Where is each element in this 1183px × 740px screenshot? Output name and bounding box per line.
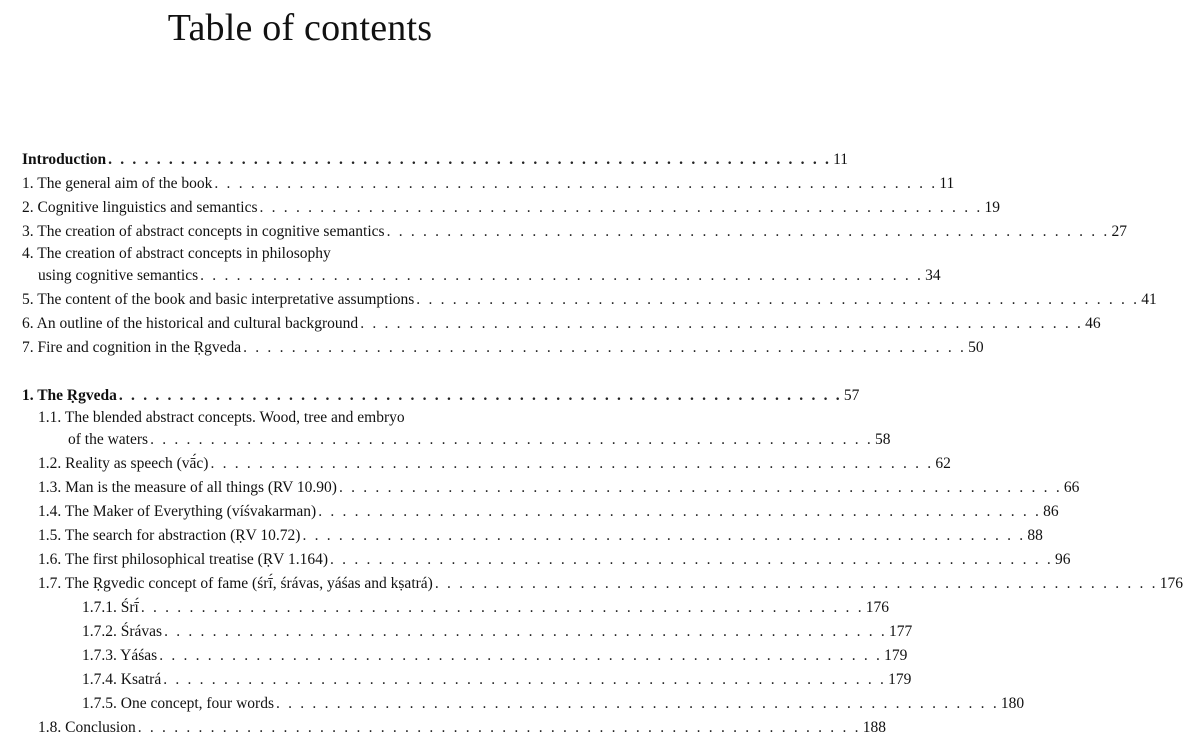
toc-entry-label: 1.7.4. Ksatrá [82, 671, 162, 688]
table-of-contents [22, 148, 1183, 740]
toc-page-number: 62 [935, 455, 951, 472]
dot-leader: . . . . . . . . . . . . . . . . . . . . . . . . . . . . . . . . . . . . . . . . . . . . . . . . . . . . . . . . . . . . [137, 719, 861, 736]
toc-entry-search-abstraction[interactable] [22, 524, 1043, 548]
toc-entry-label: 6. An outline of the historical and cultural background [22, 315, 359, 332]
toc-entry-label: 1.7. The Ṛgvedic concept of fame (śrī́, śrávas, yáśas and kṣatrá) [38, 575, 433, 592]
toc-entry-sravas[interactable] [22, 620, 913, 644]
toc-entry-label: 5. The content of the book and basic interpretative assumptions [22, 291, 415, 308]
toc-entry-sri[interactable] [22, 596, 890, 620]
toc-page-number: 11 [833, 151, 848, 168]
toc-entry-fire-cognition[interactable] [22, 336, 984, 360]
toc-page-number: 86 [1043, 503, 1059, 520]
dot-leader: . . . . . . . . . . . . . . . . . . . . . . . . . . . . . . . . . . . . . . . . . . . . . . . . . . . . . . . . . . . . [108, 151, 832, 168]
dot-leader: . . . . . . . . . . . . . . . . . . . . . . . . . . . . . . . . . . . . . . . . . . . . . . . . . . . . . . . . . . . . [416, 291, 1140, 308]
toc-page-number: 41 [1141, 291, 1157, 308]
toc-page-number: 180 [1000, 695, 1025, 712]
dot-leader: . . . . . . . . . . . . . . . . . . . . . . . . . . . . . . . . . . . . . . . . . . . . . . . . . . . . . . . . . . . . [243, 339, 967, 356]
toc-entry-ksatra[interactable] [22, 668, 912, 692]
toc-entry-reality-as-speech[interactable] [22, 452, 951, 476]
toc-page-number: 66 [1063, 479, 1080, 496]
toc-entry-general-aim[interactable] [22, 172, 955, 196]
toc-entry-label: 1.5. The search for abstraction (ṚV 10.72) [38, 527, 301, 544]
toc-entry-blended-concepts[interactable] [22, 408, 552, 428]
dot-leader: . . . . . . . . . . . . . . . . . . . . . . . . . . . . . . . . . . . . . . . . . . . . . . . . . . . . . . . . . . . . [210, 455, 934, 472]
dot-leader: . . . . . . . . . . . . . . . . . . . . . . . . . . . . . . . . . . . . . . . . . . . . . . . . . . . . . . . . . . . . [118, 387, 842, 404]
dot-leader: . . . . . . . . . . . . . . . . . . . . . . . . . . . . . . . . . . . . . . . . . . . . . . . . . . . . . . . . . . . . [275, 695, 999, 712]
toc-page-number: 34 [925, 267, 941, 284]
toc-entry-label: 1.7.1. Śrī́ [82, 599, 139, 616]
dot-leader: . . . . . . . . . . . . . . . . . . . . . . . . . . . . . . . . . . . . . . . . . . . . . . . . . . . . . . . . . . . . [140, 599, 864, 616]
toc-page-number: 57 [843, 387, 860, 404]
toc-entry-label: 1.7.5. One concept, four words [82, 695, 274, 712]
toc-entry-rgveda-chapter[interactable] [22, 384, 860, 408]
toc-entry-abstract-cognitive[interactable] [22, 220, 1127, 244]
dot-leader: . . . . . . . . . . . . . . . . . . . . . . . . . . . . . . . . . . . . . . . . . . . . . . . . . . . . . . . . . . . . [159, 647, 883, 664]
dot-leader: . . . . . . . . . . . . . . . . . . . . . . . . . . . . . . . . . . . . . . . . . . . . . . . . . . . . . . . . . . . . [318, 503, 1042, 520]
toc-entry-one-concept[interactable] [22, 692, 1025, 716]
toc-page-number: 179 [884, 647, 908, 664]
toc-entry-abstract-philosophy-cont[interactable] [22, 264, 941, 288]
dot-leader: . . . . . . . . . . . . . . . . . . . . . . . . . . . . . . . . . . . . . . . . . . . . . . . . . . . . . . . . . . . . [330, 551, 1053, 568]
toc-entry-abstract-philosophy[interactable] [22, 244, 552, 264]
toc-entry-man-measure[interactable] [22, 476, 1080, 500]
toc-page-number: 50 [968, 339, 984, 356]
toc-page-number: 176 [865, 599, 890, 616]
dot-leader: . . . . . . . . . . . . . . . . . . . . . . . . . . . . . . . . . . . . . . . . . . . . . . . . . . . . . . . . . . . . [214, 175, 938, 192]
toc-entry-first-treatise[interactable] [22, 548, 1071, 572]
toc-page-number: 96 [1054, 551, 1071, 568]
toc-entry-yasas[interactable] [22, 644, 908, 668]
dot-leader: . . . . . . . . . . . . . . . . . . . . . . . . . . . . . . . . . . . . . . . . . . . . . . . . . . . . . . . . . . . . [150, 431, 873, 448]
dot-leader: . . . . . . . . . . . . . . . . . . . . . . . . . . . . . . . . . . . . . . . . . . . . . . . . . . . . . . . . . . . . [259, 199, 983, 216]
toc-entry-cognitive-linguistics[interactable] [22, 196, 1000, 220]
toc-entry-label: 1.8. Conclusion [38, 719, 136, 736]
toc-entry-maker-of-everything[interactable] [22, 500, 1059, 524]
toc-entry-introduction[interactable] [22, 148, 848, 172]
toc-page-number: 179 [888, 671, 912, 688]
dot-leader: . . . . . . . . . . . . . . . . . . . . . . . . . . . . . . . . . . . . . . . . . . . . . . . . . . . . . . . . . . . . [386, 223, 1110, 240]
toc-entry-label: 1.4. The Maker of Everything (víśvakarman) [38, 503, 317, 520]
dot-leader: . . . . . . . . . . . . . . . . . . . . . . . . . . . . . . . . . . . . . . . . . . . . . . . . . . . . . . . . . . . . [164, 623, 888, 640]
toc-entry-label: 1. The general aim of the book [22, 175, 213, 192]
dot-leader: . . . . . . . . . . . . . . . . . . . . . . . . . . . . . . . . . . . . . . . . . . . . . . . . . . . . . . . . . . . . [302, 527, 1026, 544]
toc-page-number: 11 [939, 175, 955, 192]
dot-leader: . . . . . . . . . . . . . . . . . . . . . . . . . . . . . . . . . . . . . . . . . . . . . . . . . . . . . . . . . . . . [338, 479, 1062, 496]
toc-entry-label: 2. Cognitive linguistics and semantics [22, 199, 258, 216]
toc-page-number: 177 [889, 623, 913, 640]
toc-entry-label: 1.7.3. Yáśas [82, 647, 158, 664]
toc-page-number: 58 [875, 431, 891, 448]
page-title: Table of contents [167, 7, 433, 49]
toc-page-number: 176 [1159, 575, 1183, 592]
toc-entry-conclusion[interactable] [22, 716, 886, 740]
toc-page-number: 27 [1111, 223, 1127, 240]
toc-entry-label: Introduction [22, 151, 107, 168]
toc-entry-content-of-book[interactable] [22, 288, 1157, 312]
toc-entry-label: 4. The creation of abstract concepts in philosophy [22, 245, 331, 262]
toc-page-number: 188 [862, 719, 886, 736]
toc-entry-label-continued: of the waters [68, 431, 149, 448]
toc-entry-label-continued: using cognitive semantics [38, 267, 199, 284]
dot-leader: . . . . . . . . . . . . . . . . . . . . . . . . . . . . . . . . . . . . . . . . . . . . . . . . . . . . . . . . . . . . [360, 315, 1084, 332]
toc-entry-label: 1.1. The blended abstract concepts. Wood, tree and embryo [38, 409, 405, 426]
toc-entry-label: 1.7.2. Śrávas [82, 623, 163, 640]
toc-entry-label: 3. The creation of abstract concepts in cognitive semantics [22, 223, 385, 240]
toc-page-number: 19 [984, 199, 1000, 216]
toc-entry-outline[interactable] [22, 312, 1101, 336]
toc-entry-label: 1.6. The first philosophical treatise (ṚV 1.164) [38, 551, 329, 568]
toc-entry-label: 1.3. Man is the measure of all things (RV 10.90) [38, 479, 337, 496]
dot-leader: . . . . . . . . . . . . . . . . . . . . . . . . . . . . . . . . . . . . . . . . . . . . . . . . . . . . . . . . . . . . [434, 575, 1158, 592]
toc-entry-label: 7. Fire and cognition in the Ṛgveda [22, 339, 242, 356]
toc-entry-label: 1.2. Reality as speech (vā́c) [38, 455, 209, 472]
dot-leader: . . . . . . . . . . . . . . . . . . . . . . . . . . . . . . . . . . . . . . . . . . . . . . . . . . . . . . . . . . . . [163, 671, 887, 688]
toc-entry-concept-of-fame[interactable] [22, 572, 1183, 596]
toc-entry-label: 1. The Ṛgveda [22, 387, 117, 404]
dot-leader: . . . . . . . . . . . . . . . . . . . . . . . . . . . . . . . . . . . . . . . . . . . . . . . . . . . . . . . . . . . . [200, 267, 924, 284]
toc-entry-blended-concepts-cont[interactable] [22, 428, 891, 452]
toc-page-number: 88 [1027, 527, 1043, 544]
toc-page-number: 46 [1085, 315, 1101, 332]
